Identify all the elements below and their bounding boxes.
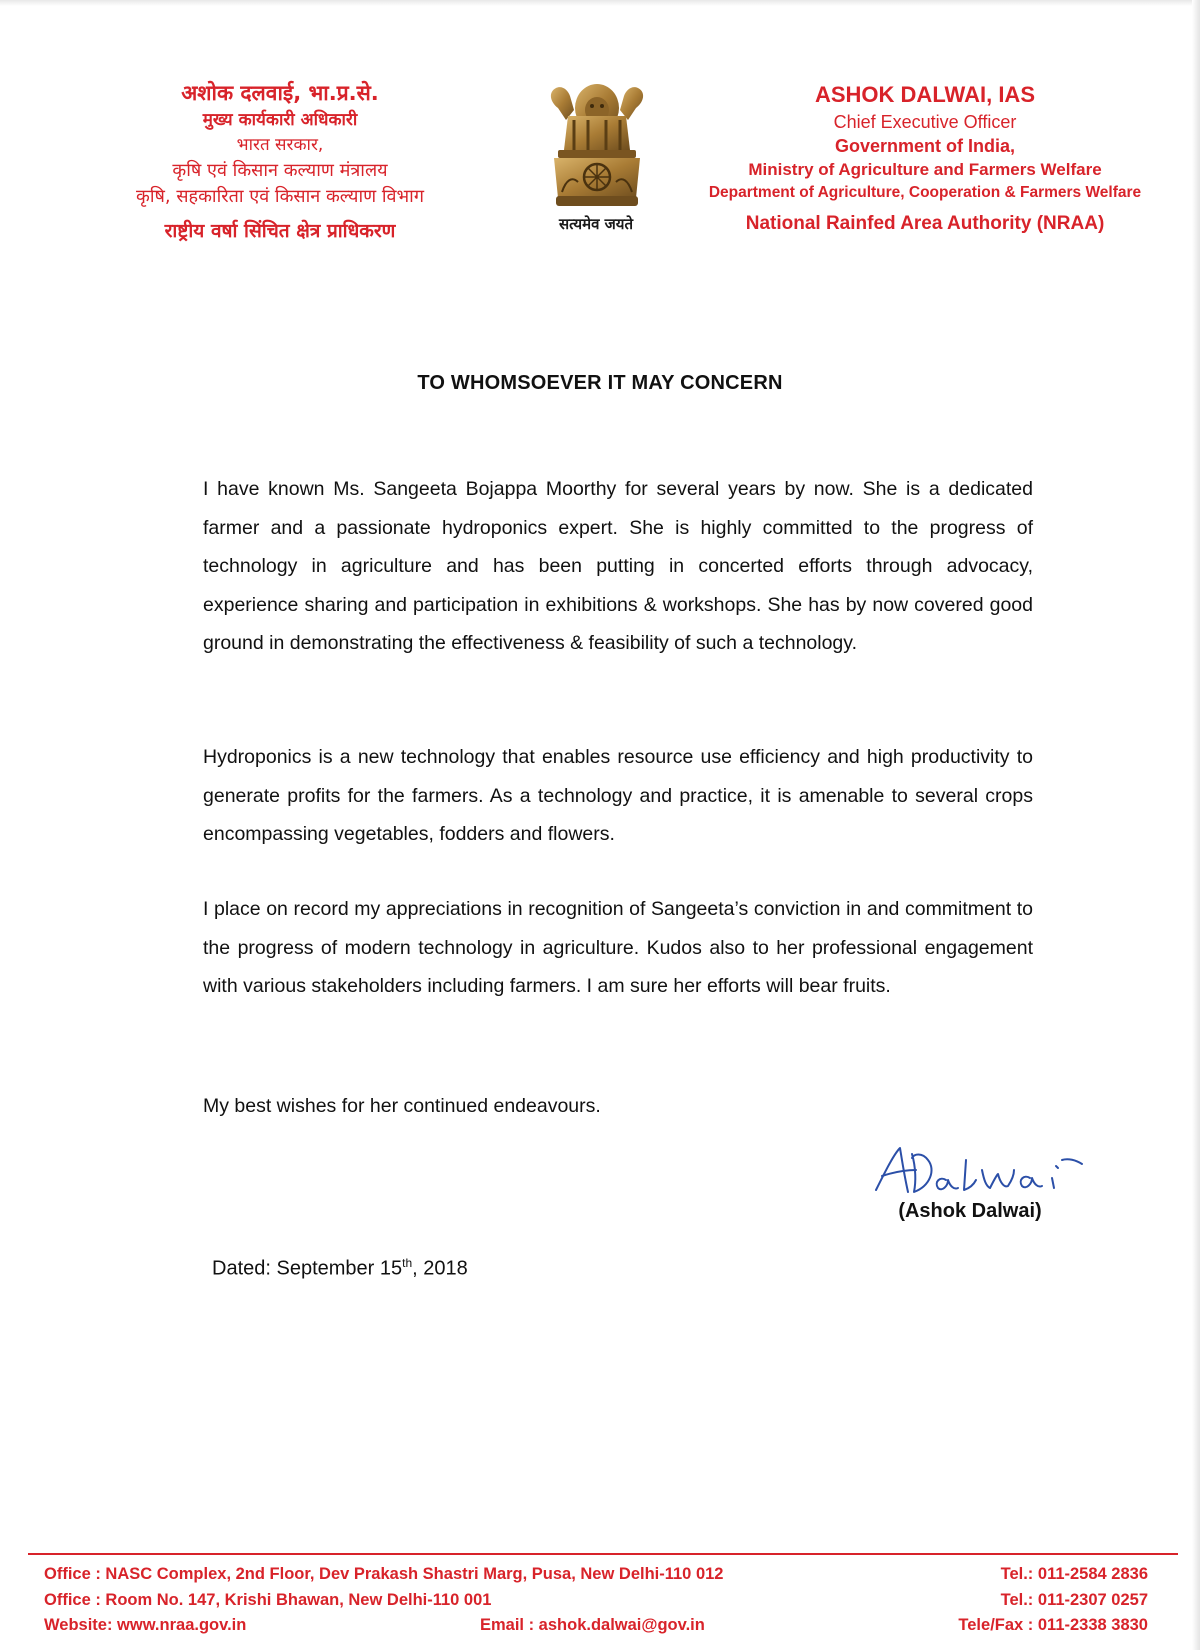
footer-office-1: Office : NASC Complex, 2nd Floor, Dev Prakash Shastri Marg, Pusa, New Delhi-110 012 [44, 1565, 724, 1583]
hindi-ministry: कृषि एवं किसान कल्याण मंत्रालय [172, 160, 388, 181]
english-government: Government of India, [834, 136, 1016, 156]
paragraph-3: I place on record my appreciations in recognition of Sangeeta’s conviction in and commitment to the progress of modern technology in agriculture. Kudos also to her professional engagement with various stakeholders including farmers. I am sure her efforts will bear fruits. [203, 898, 1033, 997]
footer-contact-row [44, 1613, 894, 1639]
english-ministry: Ministry of Agriculture and Farmers Welfare [748, 160, 1102, 179]
footer-website[interactable]: Website: www.nraa.gov.in [44, 1616, 247, 1634]
english-role: Chief Executive Officer [833, 112, 1017, 132]
letter-heading: TO WHOMSOEVER IT MAY CONCERN [417, 372, 783, 394]
signatory-name: (Ashok Dalwai) [898, 1200, 1042, 1222]
footer-email[interactable]: Email : ashok.dalwai@gov.in [480, 1616, 705, 1634]
paragraph-4: My best wishes for her continued endeavours. [203, 1095, 601, 1117]
footer-tel-1: Tel.: 011-2584 2836 [1000, 1565, 1148, 1583]
hindi-role: मुख्य कार्यकारी अधिकारी [202, 110, 358, 130]
footer-addresses [44, 1562, 894, 1639]
paragraph-2: Hydroponics is a new technology that enables resource use efficiency and high productivity to generate profits for the farmers. As a technology and practice, it is amenable to several crops encompassing vegetables, fodders and flowers. [203, 746, 1033, 845]
letterhead-english [680, 80, 1170, 240]
hindi-authority: राष्ट्रीय वर्षा सिंचित क्षेत्र प्राधिकरण [164, 220, 396, 242]
page-edge-right [1192, 0, 1200, 1650]
date-suffix: , 2018 [412, 1257, 468, 1280]
emblem-motto: सत्यमेव जयते [558, 215, 634, 233]
letter-date [212, 1256, 468, 1281]
footer-telefax: Tele/Fax : 011-2338 3830 [958, 1616, 1148, 1634]
footer-divider [28, 1553, 1178, 1555]
footer-phones [848, 1562, 1148, 1639]
hindi-name: अशोक दलवाई, भा.प्र.से. [181, 81, 379, 105]
letterhead-hindi [60, 78, 500, 248]
page-edge [0, 0, 1200, 6]
english-authority: National Rainfed Area Authority (NRAA) [745, 213, 1105, 234]
paragraph-1: I have known Ms. Sangeeta Bojappa Moorthy for several years by now. She is a dedicated farmer and a passionate hydroponics expert. She is highly committed to the progress of technology in agriculture and has been putting in concerted efforts through advocacy, experience sharing and participation in exhibitions & workshops. She has by now covered good ground in demonstrating the effectiveness & feasibility of such a technology. [203, 478, 1033, 654]
hindi-government: भारत सरकार, [236, 135, 324, 155]
english-department: Department of Agriculture, Cooperation & Farmers Welfare [708, 184, 1142, 201]
date-prefix: Dated: September 15 [212, 1257, 403, 1280]
footer-tel-2: Tel.: 011-2307 0257 [1000, 1590, 1148, 1609]
footer-office-2: Office : Room No. 147, Krishi Bhawan, New Delhi-110 001 [44, 1590, 492, 1609]
date-superscript: th [402, 1256, 413, 1270]
hindi-department: कृषि, सहकारिता एवं किसान कल्याण विभाग [136, 186, 424, 207]
english-name: ASHOK DALWAI, IAS [814, 82, 1035, 107]
